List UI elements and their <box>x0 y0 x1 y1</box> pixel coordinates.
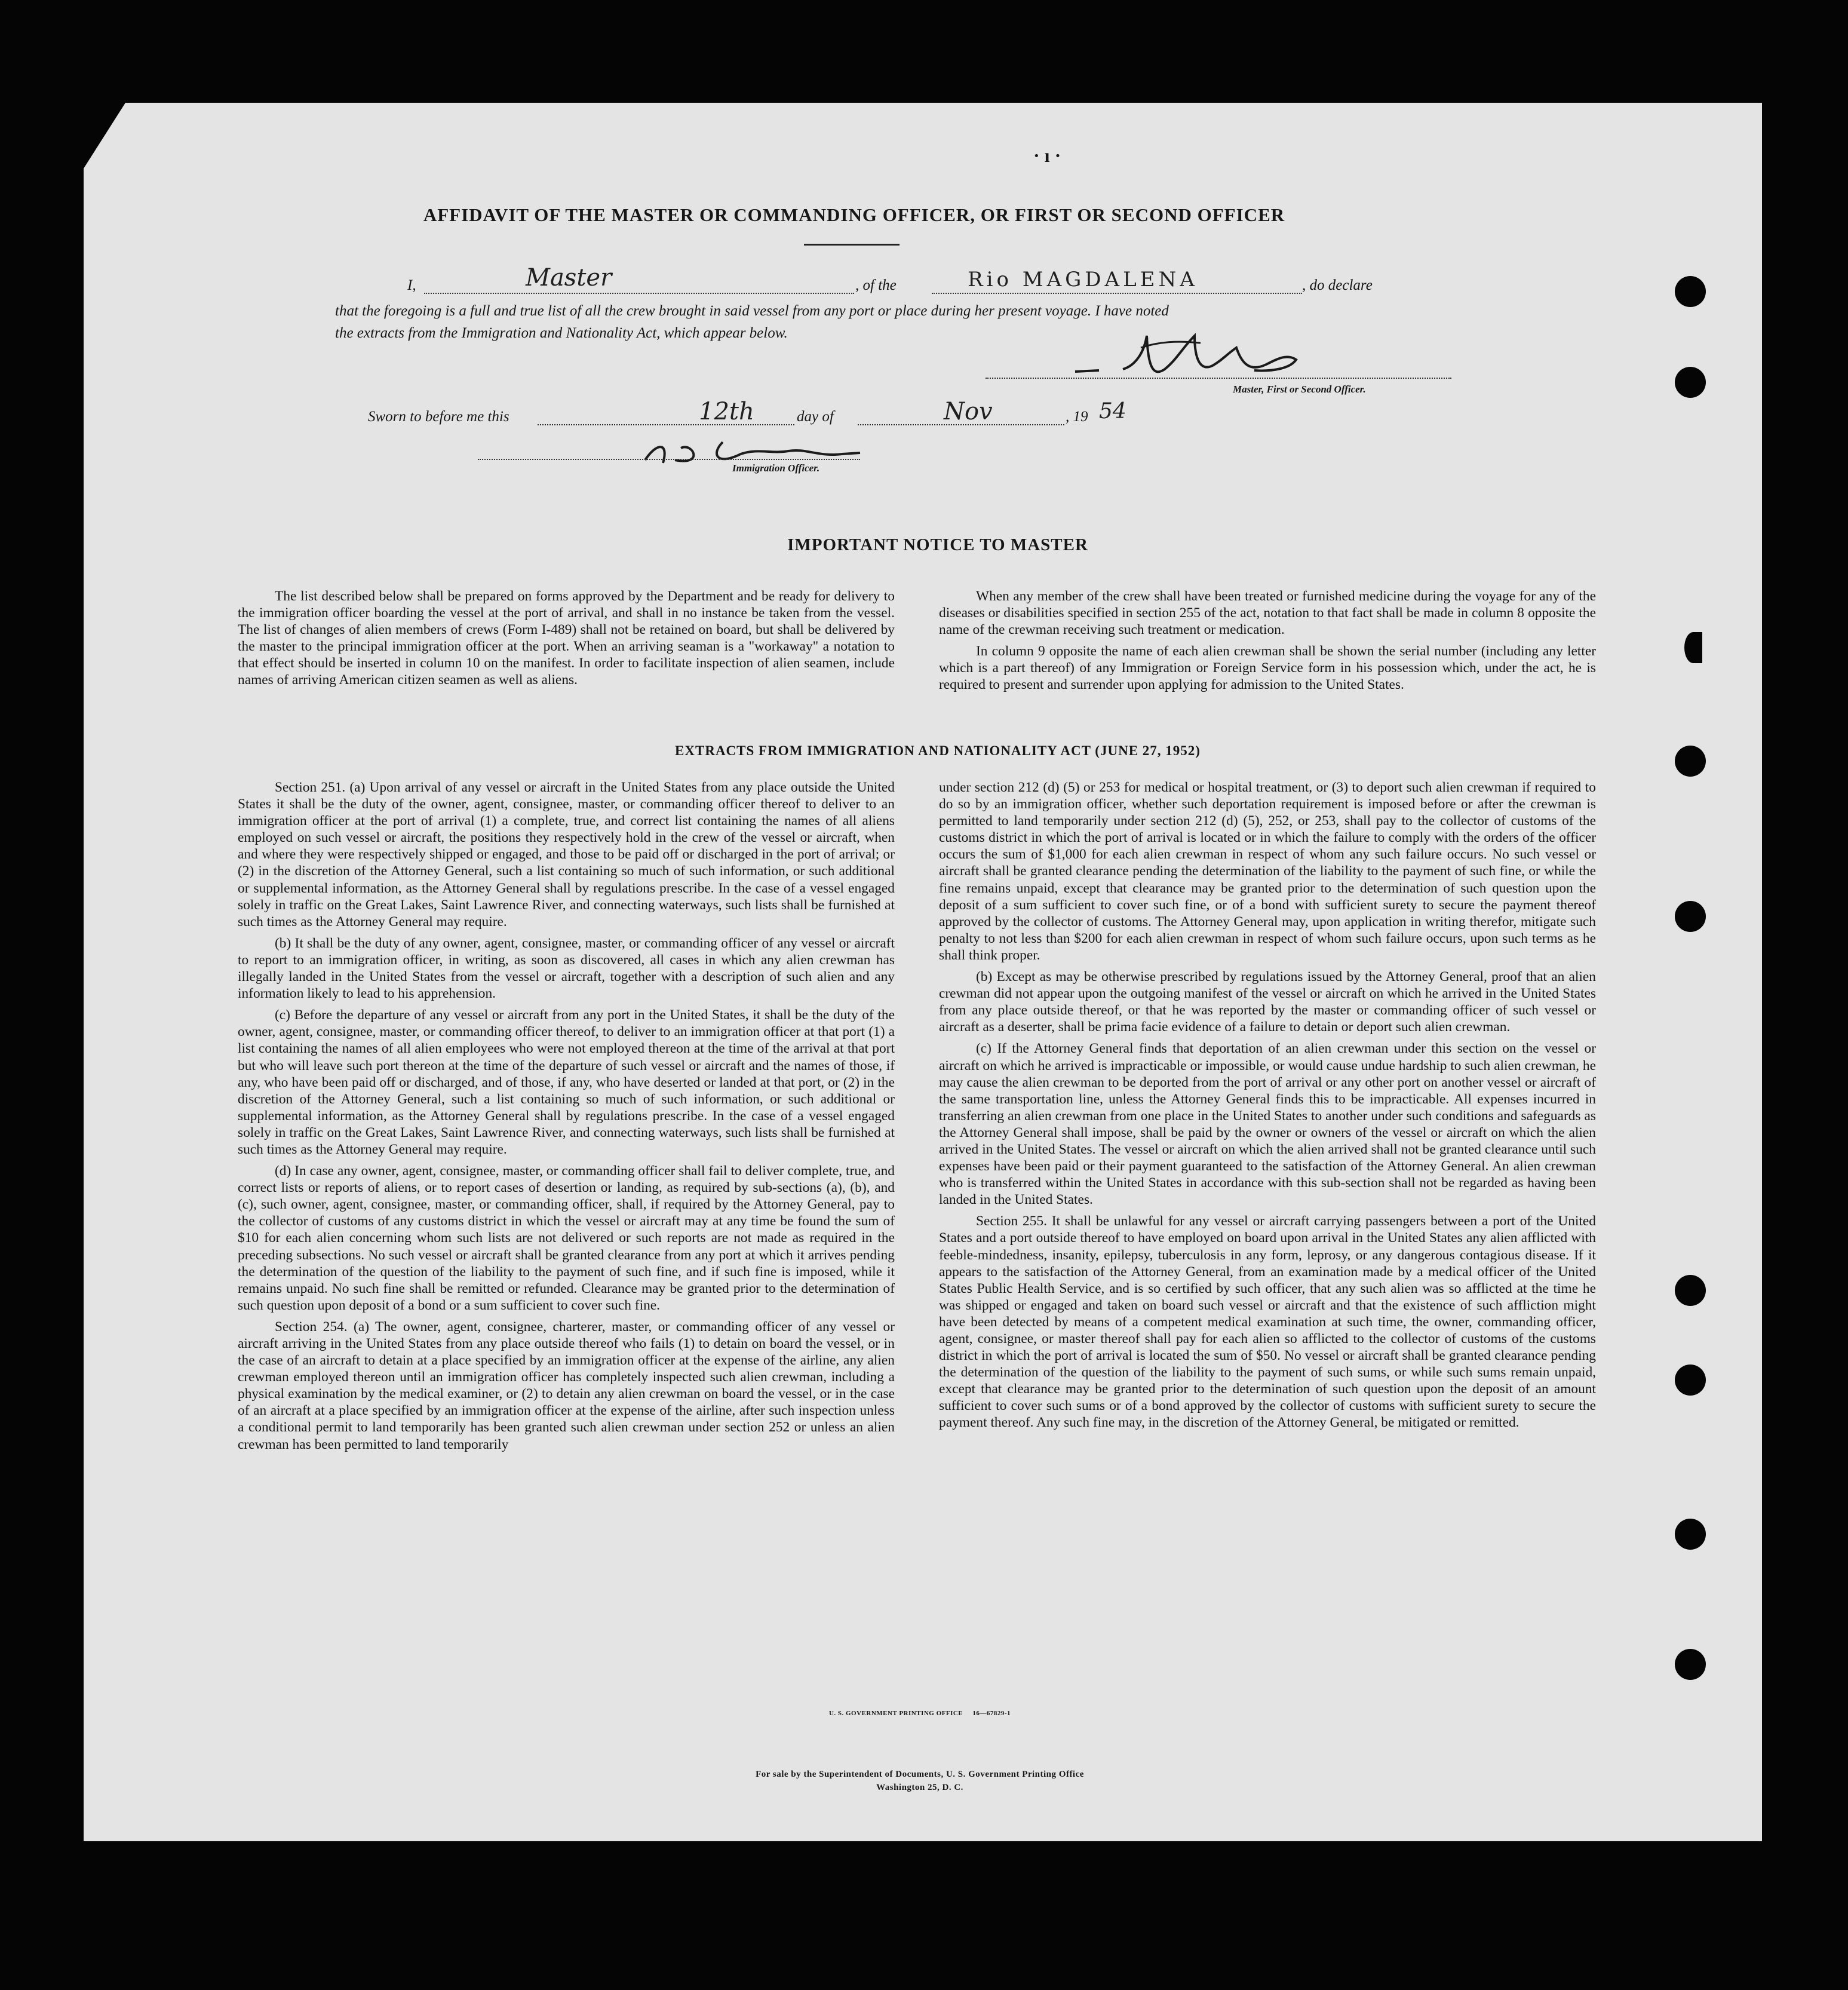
affidavit-prefix: I, <box>407 277 416 293</box>
month-handwriting: Nov <box>944 398 993 425</box>
binder-hole <box>1675 367 1706 398</box>
binder-hole <box>1675 746 1706 777</box>
document-page <box>84 103 1762 1841</box>
binder-hole <box>1675 276 1706 307</box>
printing-office-line: U. S. GOVERNMENT PRINTING OFFICE 16—67829-1 <box>828 1710 1011 1717</box>
day-fill-line <box>538 424 794 425</box>
sworn-prefix: Sworn to before me this <box>368 409 509 425</box>
header-mark: · ı · <box>1033 145 1061 166</box>
affidavit-line-3: the extracts from the Immigration and Nationality Act, which appear below. <box>335 325 788 341</box>
officer-label: Immigration Officer. <box>732 462 820 474</box>
notice-left-column <box>238 588 895 694</box>
extracts-left-column <box>238 779 895 1458</box>
binder-hole <box>1675 901 1706 932</box>
title-rule <box>804 244 900 246</box>
day-of-label: day of <box>797 409 834 425</box>
folded-corner <box>84 103 125 168</box>
section-254-b: (b) Except as may be otherwise prescribed by regulations issued by the Attorney General, proof that an alien crewman did not appear upon the outgoing manifest of the vessel or aircraft on which he arrived in the United States from any place outside thereof, or that he was reported by the master or commanding officer of such vessel or aircraft as a deserter, shall be prima facie evidence of a failure to detain or deport such alien crewman. <box>939 969 1596 1035</box>
section-251-a: Section 251. (a) Upon arrival of any vessel or aircraft in the United States from any place outside the United States it shall be the duty of the owner, agent, consignee, master, or commanding officer thereof to deliver to an immigration officer at the port of arrival (1) a complete, true, and correct list containing the names of all aliens employed on such vessel or aircraft, the positions they respectively hold in the crew of the vessel or aircraft, when and where they were respectively shipped or engaged, and those to be paid off or discharged in the port of arrival; or (2) in the discretion of the Attorney General, such a list containing so much of such information, or such additional or supplemental information, as the Attorney General shall by regulations prescribe. In the case of a vessel engaged solely in traffic on the Great Lakes, Saint Lawrence River, and connecting waterways, such lists shall be furnished at such times as the Attorney General may require. <box>238 780 895 930</box>
affidavit-line-2: that the foregoing is a full and true list of all the crew brought in said vessel from any port or place during her present voyage. I have noted <box>335 303 1169 319</box>
binder-hole <box>1675 1519 1706 1550</box>
day-handwriting: 12th <box>699 398 754 425</box>
section-254-a-continued: under section 212 (d) (5) or 253 for medical or hospital treatment, or (3) to deport such alien crewman if required to do so by an immigration officer, whether such deportation requirement is imposed before or after the crewman is permitted to land temporarily under section 212 (d) (5), 252, or 253, shall pay to the collector of customs of the customs district in which the port of arrival is located or in which the failure to comply with the orders of the officer occurs the sum of $1,000 for each alien crewman in respect of whom any such failure occurs. No such vessel or aircraft shall be granted clearance pending the determination of the liability to the payment of such fine, or while the fine remains unpaid, except that clearance may be granted prior to the determination of such question upon the deposit of a sum sufficient to cover such fine, or of a bond with sufficient surety to secure the payment thereof approved by the collector of customs. The Attorney General may, upon application in writing therefor, mitigate such penalty to not less than $200 for each alien crewman in respect of whom such failure occurs, upon such terms as he shall think proper. <box>939 780 1596 963</box>
name-fill-line <box>424 293 854 294</box>
year-prefix: , 19 <box>1066 409 1088 425</box>
officer-line <box>478 459 860 460</box>
signature-label: Master, First or Second Officer. <box>1233 384 1366 395</box>
section-254-a: Section 254. (a) The owner, agent, consignee, charterer, master, or commanding officer of any vessel or aircraft arriving in the United States from any place outside thereof who fails (1) to detain on board the vessel, or in the case of an aircraft to detain at a place specified by an immigration officer at the expense of the airline, any alien crewman employed thereon until an immigration officer has completely inspected such alien crewman, including a physical examination by the medical examiner, or (2) to detain any alien crewman on board the vessel, or in the case of an aircraft at a place specified by an immigration officer at the expense of the airline, after such inspection unless a conditional permit to land temporarily has been granted such alien crewman under section 252 or unless an alien crewman has been permitted to land temporarily <box>238 1319 895 1452</box>
section-251-d: (d) In case any owner, agent, consignee, master, or commanding officer shall fail to deliver complete, true, and correct lists or reports of aliens, or to report cases of desertion or landing, as required by sub-sections (a), (b), and (c), such owner, agent, consignee, master, or commanding officer, shall, if required by the Attorney General, pay to the collector of customs of any customs district in which the vessel or aircraft may at any time be found the sum of $10 for each alien concerning whom such lists are not delivered or such reports are not made as required in the preceding subsections. No such vessel or aircraft shall be granted clearance from any port at which it arrives pending the determination of the question of the liability to the payment of such fine, and if such fine is imposed, while it remains unpaid. No such fine shall be remitted or refunded. Clearance may be granted prior to the determination of such question upon deposit of a bond or a sum sufficient to cover such fine. <box>238 1163 895 1313</box>
binder-hole <box>1684 632 1702 663</box>
section-254-c: (c) If the Attorney General finds that deportation of an alien crewman under this section on the vessel or aircraft on which he arrived is impracticable or impossible, or would cause undue hardship to such alien crewman, he may cause the alien crewman to be deported from the port of arrival or any other port on another vessel or aircraft of the same transportation line, unless the Attorney General finds this to be impracticable. All expenses incurred in transferring an alien crewman from one place in the United States to another under such conditions and safeguards as the Attorney General shall impose, shall be paid by the owner or owners of the vessel or aircraft on which the alien arrived in the United States. The vessel or aircraft on which the alien arrived shall not be granted clearance until such expenses have been paid or their payment guaranteed to the satisfaction of the Attorney General. An alien crewman who is transferred within the United States in accordance with this sub-section shall not be regarded as having been landed in the United States. <box>939 1041 1596 1208</box>
binder-hole <box>1675 1365 1706 1396</box>
vessel-fill-line <box>932 293 1302 294</box>
notice-title: IMPORTANT NOTICE TO MASTER <box>787 535 1088 554</box>
master-name-handwriting: Master <box>526 264 612 292</box>
notice-right-paragraph-1: When any member of the crew shall have been treated or furnished medicine during the voyage for any of the diseases or disabilities specified in section 255 of the act, notation to that fact shall be made in column 8 opposite the name of the crewman receiving such treatment or medication. <box>939 588 1596 638</box>
of-the-label: , of the <box>855 277 897 293</box>
do-declare-label: , do declare <box>1302 277 1373 293</box>
binder-hole <box>1675 1275 1706 1306</box>
extracts-right-column <box>939 779 1596 1436</box>
section-251-b: (b) It shall be the duty of any owner, agent, consignee, master, or commanding officer of any vessel or aircraft to report to an immigration officer, in writing, as soon as discovered, all cases in which any alien crewman has illegally landed in the United States from the vessel or aircraft, together with a description of such alien and any information likely to lead to his apprehension. <box>238 935 895 1002</box>
notice-right-column <box>939 588 1596 698</box>
affidavit-title: AFFIDAVIT OF THE MASTER OR COMMANDING OFFICER, OR FIRST OR SECOND OFFICER <box>423 204 1285 225</box>
section-255: Section 255. It shall be unlawful for any vessel or aircraft carrying passengers between a port of the United States and a port outside thereof to have employed on board upon arrival in the United States any alien afflicted with feeble-mindedness, insanity, epilepsy, tuberculosis in any form, leprosy, or any dangerous contagious disease. If it appears to the satisfaction of the Attorney General, from an examination made by a medical officer of the United States Public Health Service, and is so certified by such officer, that any such alien was so afflicted at the time he was shipped or engaged and taken on board such vessel or aircraft and that the existence of such affliction might have been detected by means of a competent medical examination at such time, the owner, commanding officer, agent, consignee, or master thereof shall pay for each alien so afflicted to the collector of customs of the customs district in which the port of arrival is located the sum of $50. No vessel or aircraft shall be granted clearance pending the determination of the question of the liability to the payment of such sums, or while such sums remain unpaid, except that clearance may be granted prior to the determination of such question upon the deposit of an amount sufficient to cover such sums or of a bond approved by the collector of customs with sufficient surety to secure the payment thereof. Any such fine may, in the discretion of the Attorney General, be mitigated or remitted. <box>939 1213 1596 1431</box>
binder-hole <box>1675 1649 1706 1680</box>
year-handwriting: 54 <box>1099 399 1126 424</box>
section-251-c: (c) Before the departure of any vessel or aircraft from any port in the United States, it shall be the duty of the owner, agent, consignee, master, or commanding officer thereof, to deliver to an immigration officer at that port (1) a list containing the names of all alien employees who were not employed thereon at the time of the arrival at that port but who will leave such port thereon at the time of the departure of such vessel or aircraft and the names of those, if any, who have been paid off or discharged, and of those, if any, who have deserted or landed at that port, or (2) in the discretion of the Attorney General, such a list containing so much of such information, or such additional or supplemental information, as the Attorney General shall by regulations prescribe. In the case of a vessel engaged solely in traffic on the Great Lakes, Saint Lawrence River, and connecting waterways, such lists shall be furnished at such times as the Attorney General may require. <box>238 1007 895 1157</box>
signature-line <box>986 378 1451 379</box>
vessel-name-handwriting: Rio MAGDALENA <box>968 268 1198 292</box>
sale-line-2: Washington 25, D. C. <box>876 1783 963 1792</box>
notice-left-paragraph: The list described below shall be prepared on forms approved by the Department and be ready for delivery to the immigration officer boarding the vessel at the port of arrival, and shall in no instance be taken from the vessel. The list of changes of alien members of crews (Form I-489) shall not be retained on board, but shall be delivered by the master to the principal immigration officer at the port. When an arriving seaman is a "workaway" a notation to that effect should be inserted in column 10 on the manifest. In order to facilitate inspection of alien seamen, include names of arriving American citizen seamen as well as aliens. <box>238 588 895 688</box>
extracts-title: EXTRACTS FROM IMMIGRATION AND NATIONALITY ACT (JUNE 27, 1952) <box>675 743 1201 758</box>
sale-line-1: For sale by the Superintendent of Documents, U. S. Government Printing Office <box>756 1770 1084 1779</box>
notice-right-paragraph-2: In column 9 opposite the name of each alien crewman shall be shown the serial number (including any letter which is a part thereof) of any Immigration or Foreign Service form in his possession which, under the act, he is required to present and surrender upon applying for admission to the United States. <box>939 643 1596 693</box>
